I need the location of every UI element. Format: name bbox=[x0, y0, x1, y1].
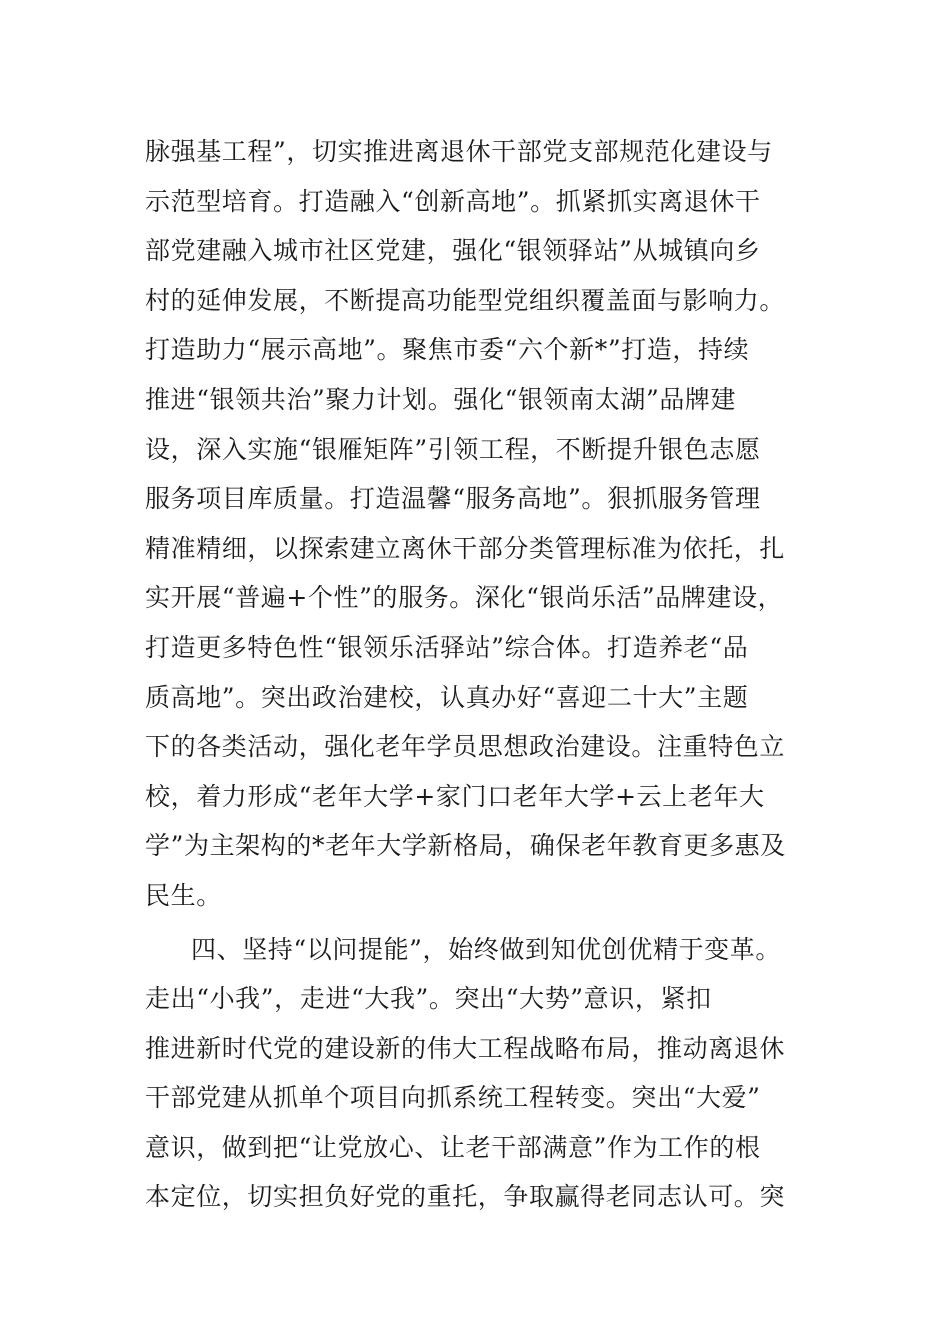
text-line: 学”为主架构的*老年大学新格局，确保老年教育更多惠及 bbox=[145, 831, 786, 861]
text-line: 村的延伸发展，不断提高功能型党组织覆盖面与影响力。 bbox=[145, 285, 786, 315]
section-heading-line: 四、坚持“以问提能”，始终做到知优创优精于变革。 bbox=[191, 934, 781, 964]
text-line: 示范型培育。打造融入“创新高地”。抓紧抓实离退休干 bbox=[145, 186, 761, 216]
text-line: 服务项目库质量。打造温馨“服务高地”。狠抓服务管理 bbox=[145, 484, 761, 514]
text-line: 设，深入实施“银雁矩阵”引领工程，不断提升银色志愿 bbox=[145, 434, 761, 464]
text-line: 民生。 bbox=[145, 880, 222, 910]
text-line: 本定位，切实担负好党的重托，争取赢得老同志认可。突 bbox=[145, 1182, 786, 1212]
text-line: 部党建融入城市社区党建，强化“银领驿站”从城镇向乡 bbox=[145, 236, 761, 266]
paragraph-1 bbox=[145, 127, 825, 921]
text-line: 推进新时代党的建设新的伟大工程战略布局，推动离退休 bbox=[145, 1033, 786, 1063]
document-body bbox=[145, 127, 825, 1222]
text-line: 打造更多特色性“银领乐活驿站”综合体。打造养老“品 bbox=[145, 632, 749, 662]
paragraph-2 bbox=[145, 925, 825, 1223]
text-line: 质高地”。突出政治建校，认真办好“喜迎二十大”主题 bbox=[145, 682, 749, 712]
text-line: 校，着力形成“老年大学+家门口老年大学+云上老年大 bbox=[145, 781, 765, 811]
text-line: 意识，做到把“让党放心、让老干部满意”作为工作的根 bbox=[145, 1132, 761, 1162]
text-line: 干部党建从抓单个项目向抓系统工程转变。突出“大爱” bbox=[145, 1083, 761, 1113]
text-line: 走出“小我”，走进“大我”。突出“大势”意识，紧扣 bbox=[145, 984, 712, 1014]
text-line: 推进“银领共治”聚力计划。强化“银领南太湖”品牌建 bbox=[145, 384, 737, 414]
text-line: 脉强基工程”，切实推进离退休干部党支部规范化建设与 bbox=[145, 137, 773, 166]
text-line: 下的各类活动，强化老年学员思想政治建设。注重特色立 bbox=[145, 732, 786, 762]
text-line: 实开展“普遍+个性”的服务。深化“银尚乐活”品牌建设， bbox=[145, 583, 784, 613]
text-line: 打造助力“展示高地”。聚焦市委“六个新*”打造，持续 bbox=[145, 335, 750, 365]
text-line: 精准精细，以探索建立离休干部分类管理标准为依托，扎 bbox=[145, 533, 786, 563]
